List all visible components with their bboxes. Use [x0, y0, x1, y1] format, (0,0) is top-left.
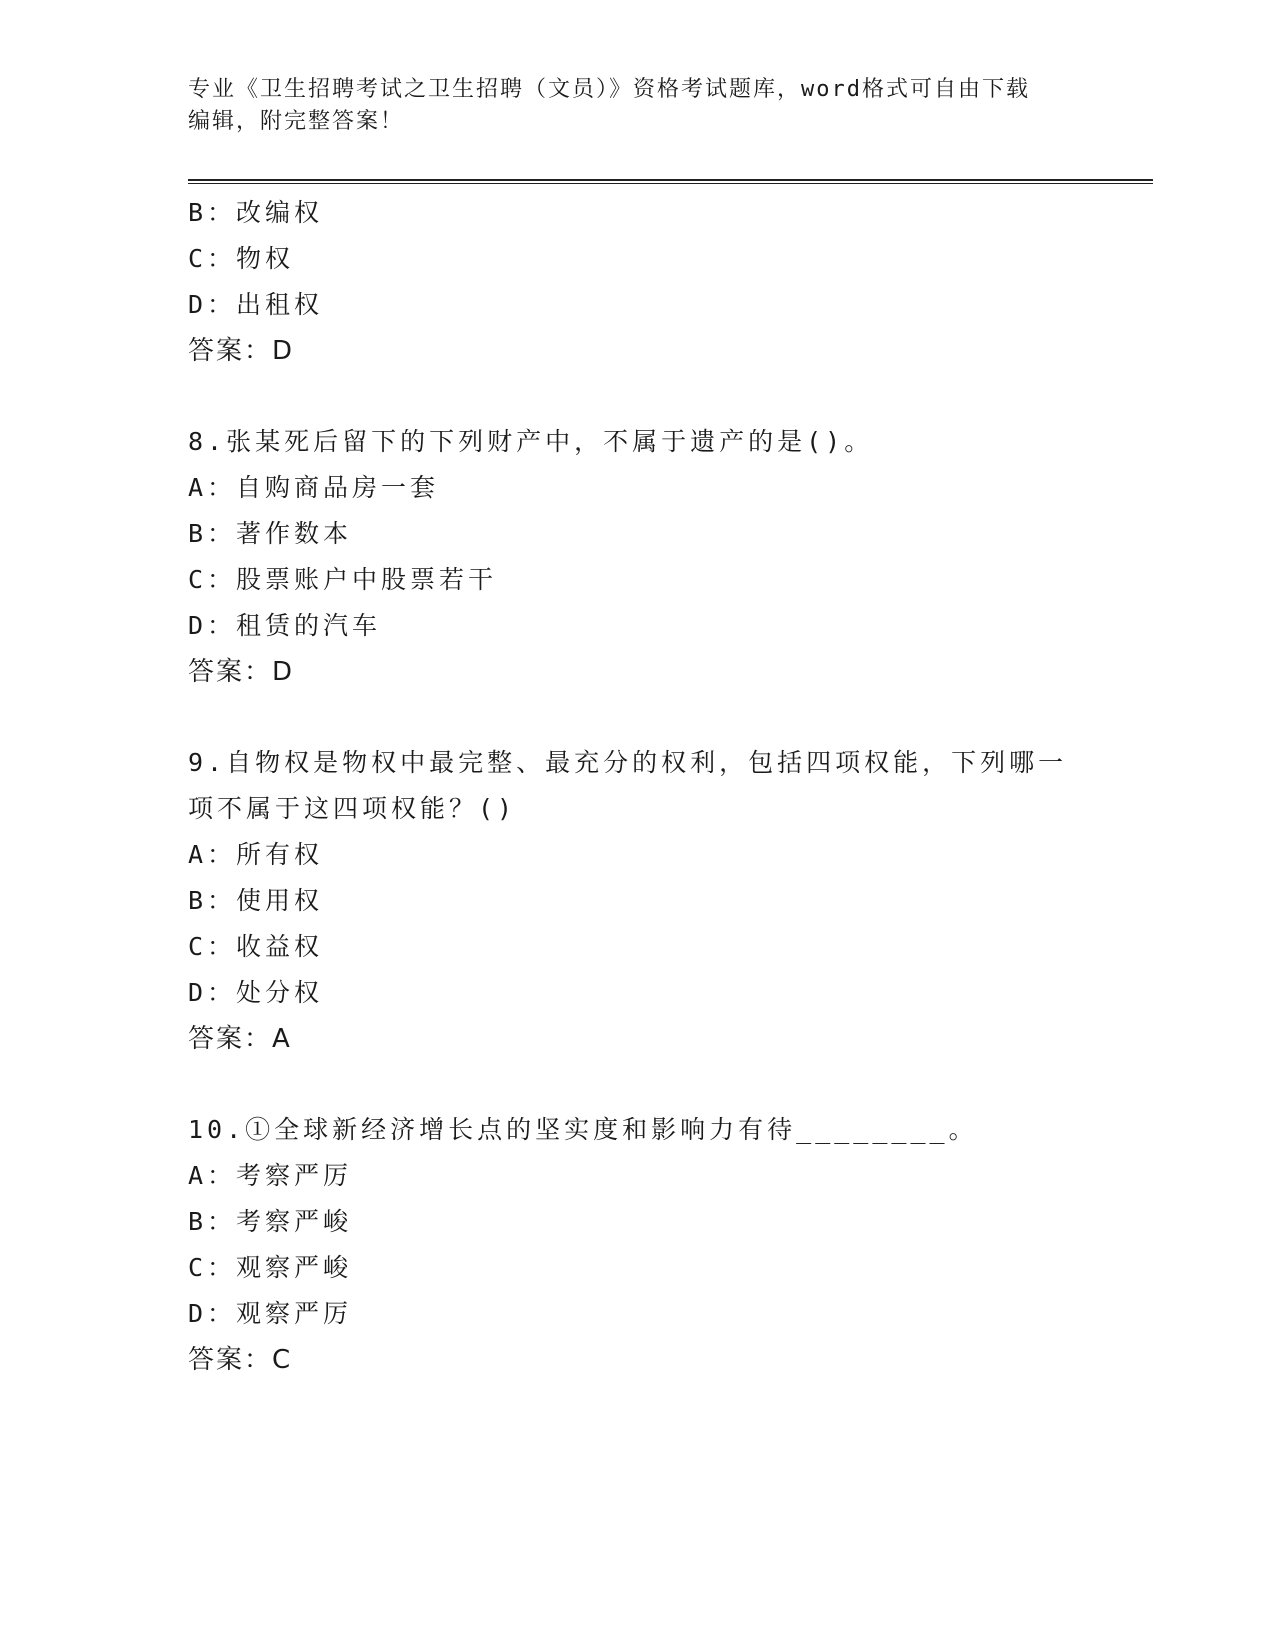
answer: 答案：A	[188, 1024, 292, 1054]
option-b: B：改编权	[188, 198, 324, 227]
question-text-line-2: 项不属于这四项权能？()	[188, 794, 517, 823]
option-c: C：收益权	[188, 932, 324, 961]
option-a: A：考察严厉	[188, 1161, 353, 1190]
answer: 答案：D	[188, 657, 295, 687]
spacer	[188, 1062, 1088, 1107]
question-text: 10.①全球新经济增长点的坚实度和影响力有待________。	[188, 1115, 978, 1144]
option-c: C：观察严峻	[188, 1253, 353, 1282]
option-d: D：出租权	[188, 290, 324, 319]
option-d: D：观察严厉	[188, 1299, 353, 1328]
answer: 答案：C	[188, 1345, 293, 1375]
header-divider	[188, 179, 1153, 184]
option-b: B：考察严峻	[188, 1207, 353, 1236]
question-text-line-1: 9.自物权是物权中最完整、最充分的权利，包括四项权能，下列哪一	[188, 748, 1068, 777]
option-c: C：股票账户中股票若干	[188, 565, 498, 594]
question-text: 8.张某死后留下的下列财产中，不属于遗产的是()。	[188, 427, 874, 456]
option-b: B：著作数本	[188, 519, 353, 548]
header-title-line-1: 专业《卫生招聘考试之卫生招聘（文员）》资格考试题库，word格式可自由下载	[188, 77, 1030, 102]
question-list	[188, 190, 1088, 1383]
option-a: A：自购商品房一套	[188, 473, 440, 502]
question-9	[188, 740, 1088, 1062]
question-8	[188, 419, 1088, 695]
option-c: C：物权	[188, 244, 295, 273]
question-7-tail	[188, 190, 1088, 374]
spacer	[188, 374, 1088, 419]
option-a: A：所有权	[188, 840, 324, 869]
header-title-line-2: 编辑，附完整答案！	[188, 109, 405, 134]
option-b: B：使用权	[188, 886, 324, 915]
answer: 答案：D	[188, 336, 295, 366]
option-d: D：租赁的汽车	[188, 611, 382, 640]
question-10	[188, 1107, 1088, 1383]
spacer	[188, 695, 1088, 740]
option-d: D：处分权	[188, 978, 324, 1007]
document-header	[188, 74, 1088, 138]
